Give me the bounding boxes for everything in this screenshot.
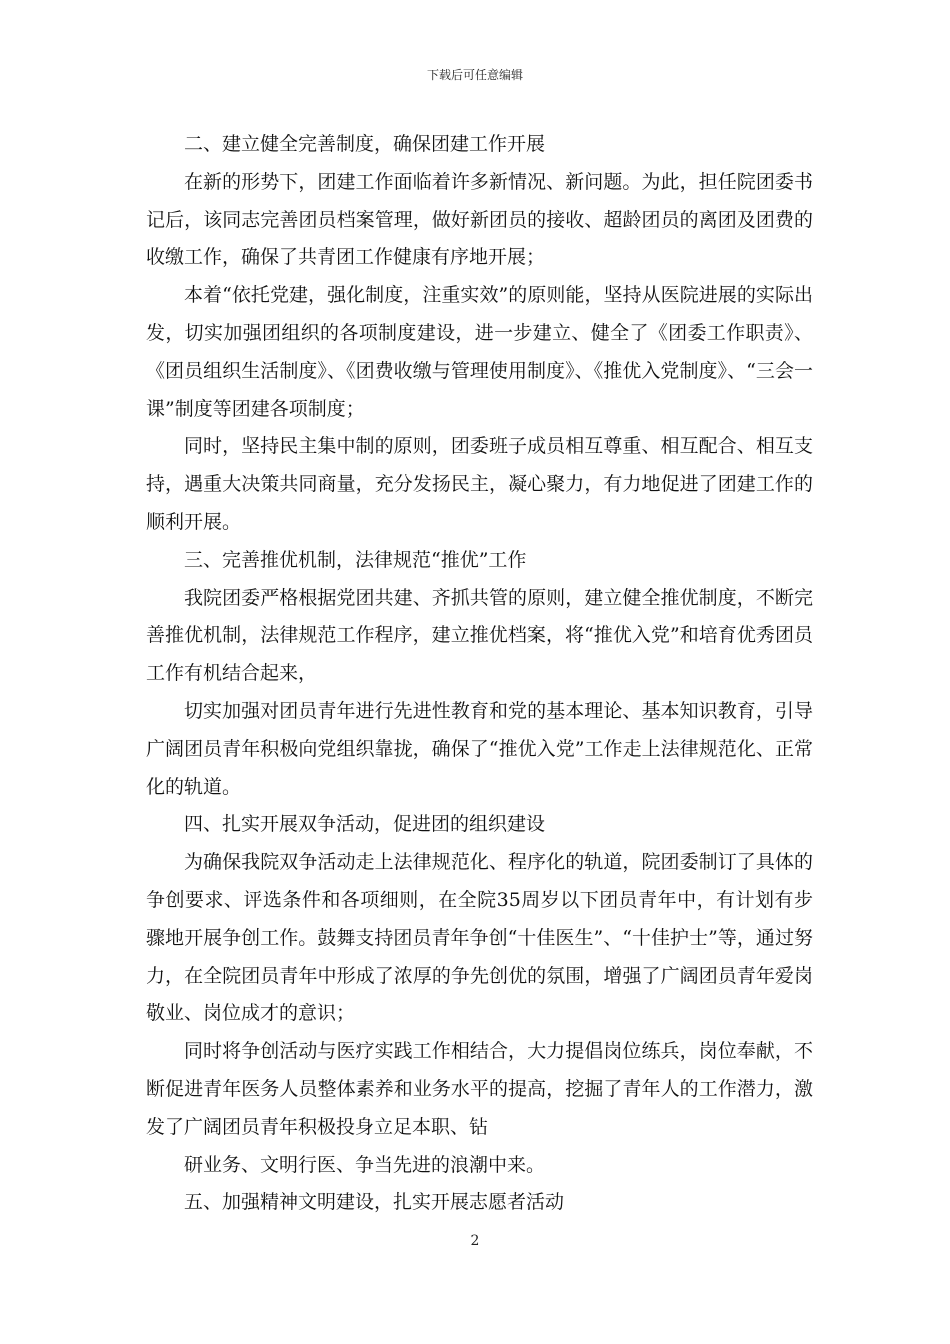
section-heading-2: 二、建立健全完善制度，确保团建工作开展 (184, 133, 546, 155)
section-heading-4: 四、扎实开展双争活动，促进团的组织建设 (184, 813, 546, 836)
section-heading-3: 三、完善推优机制，法律规范“推优”工作 (184, 548, 527, 571)
paragraph: 同时，坚持民主集中制的原则，团委班子成员相互尊重、相互配合、相互支持，遇重大决策共同商量，充分发扬民主，凝心聚力，有力地促进了团建工作的顺利开展。 (146, 435, 813, 533)
paragraph: 本着“依托党建，强化制度，注重实效”的原则能，坚持从医院进展的实际出发，切实加强团组织的各项制度建设，进一步建立、健全了《团委工作职责》、《团员组织生活制度》、《团费收缴与管理使用制度》、《推优入党制度》、“三会一课”制度等团建各项制度； (146, 284, 813, 420)
paragraph: 同时将争创活动与医疗实践工作相结合，大力提倡岗位练兵，岗位奉献，不断促进青年医务人员整体素养和业务水平的提高，挖掘了青年人的工作潜力，激发了广阔团员青年积极投身立足本职、钻 (146, 1040, 813, 1138)
paragraph: 为确保我院双争活动走上法律规范化、程序化的轨道，院团委制订了具体的争创要求、评选条件和各项细则，在全院35周岁以下团员青年中，有计划有步骤地开展争创工作。鼓舞支持团员青年争创“十佳医生”、“十佳护士”等，通过努力，在全院团员青年中形成了浓厚的争先创优的氛围，增强了广阔团员青年爱岗敬业、岗位成才的意识； (146, 851, 813, 1025)
paragraph: 在新的形势下，团建工作面临着许多新情况、新问题。为此，担任院团委书记后，该同志完善团员档案管理，做好新团员的接收、超龄团员的离团及团费的收缴工作，确保了共青团工作健康有序地开展； (146, 170, 813, 269)
paragraph: 研业务、文明行医、争当先进的浪潮中来。 (184, 1153, 546, 1176)
paragraph: 切实加强对团员青年进行先进性教育和党的基本理论、基本知识教育，引导广阔团员青年积极向党组织靠拢，确保了“推优入党”工作走上法律规范化、正常化的轨道。 (146, 699, 813, 798)
section-heading-5: 五、加强精神文明建设，扎实开展志愿者活动 (184, 1191, 565, 1214)
page-header: 下载后可任意编辑 (426, 68, 523, 82)
document-body (146, 126, 813, 1222)
paragraph: 我院团委严格根据党团共建、齐抓共管的原则，建立健全推优制度，不断完善推优机制，法律规范工作程序，建立推优档案，将“推优入党”和培育优秀团员工作有机结合起来， (146, 586, 813, 685)
page-number: 2 (470, 1233, 480, 1249)
